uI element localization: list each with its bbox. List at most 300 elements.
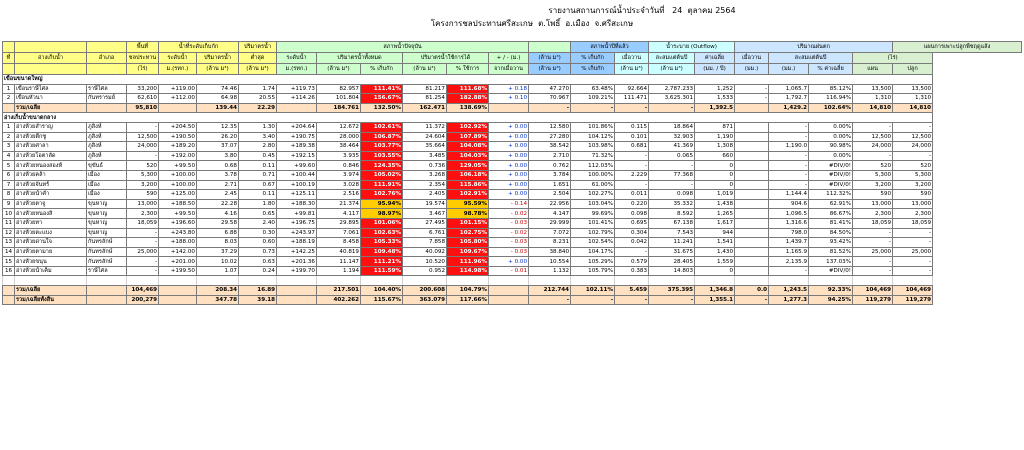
cell-col-12: + 0.18 xyxy=(489,84,529,94)
cell-col-20: 85.12% xyxy=(809,84,853,94)
cell-col-4: +142.00 xyxy=(159,247,197,257)
cell-col-9: 104.40% xyxy=(361,286,403,296)
cell-col-1: รวม/เฉลี่ยทั้งสิ้น xyxy=(15,295,87,305)
cell-col-11: 114.98% xyxy=(447,266,489,276)
cell-col-5: 29.58 xyxy=(197,218,239,228)
cell-col-13: 212.744 xyxy=(529,286,571,296)
cell-col-1: อ่างห้วยจันทร์ xyxy=(15,180,87,190)
cell-col-21: 25,000 xyxy=(853,247,893,257)
cell-col-1: อ่างห้วยตะแบง xyxy=(15,228,87,238)
cell-col-18 xyxy=(735,257,769,267)
cell-col-1: อ่างห้วยตามาย xyxy=(15,247,87,257)
cell-col-20: 102.64% xyxy=(809,103,853,113)
cell-col-7: +190.75 xyxy=(277,132,317,142)
cell-col-19: 1,792.7 xyxy=(769,94,809,104)
cell-col-5: 74.46 xyxy=(197,84,239,94)
cell-col-15: - xyxy=(615,161,649,171)
cell-col-12: - 0.03 xyxy=(489,218,529,228)
cell-col-22: - xyxy=(893,228,933,238)
cell-col-16: - xyxy=(649,180,695,190)
cell-col-6: 0.73 xyxy=(239,247,277,257)
cell-col-22: 12,500 xyxy=(893,132,933,142)
cell-col-13: 29.999 xyxy=(529,218,571,228)
cell-col-19: 1,439.7 xyxy=(769,238,809,248)
cell-col-18 xyxy=(735,103,769,113)
cell-col-15: 0.011 xyxy=(615,190,649,200)
cell-col-14: 104.17% xyxy=(571,247,615,257)
cell-col-10: 3.268 xyxy=(403,170,447,180)
cell-col-7: +204.64 xyxy=(277,122,317,132)
cell-col-9: 102.63% xyxy=(361,228,403,238)
cell-col-5: 3.78 xyxy=(197,170,239,180)
cell-col-6: 1.30 xyxy=(239,122,277,132)
cell-col-2: ราษีไศล xyxy=(87,266,127,276)
cell-col-17: 1,559 xyxy=(695,257,735,267)
cell-col-8: 11.147 xyxy=(317,257,361,267)
cell-col-13: 12.580 xyxy=(529,122,571,132)
cell-col-1: อ่างห้วยหนองสองห้ xyxy=(15,161,87,171)
cell-col-12: + 0.00 xyxy=(489,257,529,267)
cell-col-6: 2.40 xyxy=(239,218,277,228)
table-row xyxy=(3,161,1022,171)
cell-col-11: 104.79% xyxy=(447,286,489,296)
cell-col-14: 102.27% xyxy=(571,190,615,200)
cell-col-4: +112.00 xyxy=(159,94,197,104)
cell-col-4: +189.20 xyxy=(159,142,197,152)
cell-col-15: 0.695 xyxy=(615,218,649,228)
cell-col-19: - xyxy=(769,151,809,161)
cell-col-12: + 0.10 xyxy=(489,94,529,104)
cell-col-13: - xyxy=(529,103,571,113)
cell-col-1: เขื่อนหัวนา xyxy=(15,94,87,104)
project-title: โครงการชลประทานศรีสะเกษ ต.โพธิ์ อ.เมือง จ.ศรีสะเกษ xyxy=(430,19,634,28)
cell-col-18 xyxy=(735,170,769,180)
cell-col-18 xyxy=(735,247,769,257)
cell-col-12: + 0.00 xyxy=(489,151,529,161)
cell-col-17: 0 xyxy=(695,180,735,190)
cell-col-16: 28.405 xyxy=(649,257,695,267)
cell-col-14: 99.69% xyxy=(571,209,615,219)
cell-col-15: - xyxy=(615,103,649,113)
cell-col-9: 115.67% xyxy=(361,295,403,305)
cell-col-5: 64.98 xyxy=(197,94,239,104)
cell-col-4: +99.50 xyxy=(159,209,197,219)
cell-col-14: 105.79% xyxy=(571,266,615,276)
cell-col-14: 103.04% xyxy=(571,199,615,209)
cell-col-19: 1,165.9 xyxy=(769,247,809,257)
cell-col-12: + 0.00 xyxy=(489,142,529,152)
cell-col-12: - 0.02 xyxy=(489,209,529,219)
cell-col-12: - 0.02 xyxy=(489,228,529,238)
cell-col-20: 84.50% xyxy=(809,228,853,238)
cell-col-9: 102.76% xyxy=(361,190,403,200)
cell-col-14: - xyxy=(571,103,615,113)
cell-col-13: 0.762 xyxy=(529,161,571,171)
cell-col-9: 102.61% xyxy=(361,122,403,132)
cell-col-16: 35.332 xyxy=(649,199,695,209)
cell-col-9: 98.97% xyxy=(361,209,403,219)
cell-col-14: 104.12% xyxy=(571,132,615,142)
cell-col-5: 3.80 xyxy=(197,151,239,161)
cell-col-21: - xyxy=(853,257,893,267)
cell-col-10: 81.254 xyxy=(403,94,447,104)
cell-col-16: - xyxy=(649,161,695,171)
hdr-storage-level: น้ำที่ระดับเก็บกัก xyxy=(159,42,239,53)
cell-col-14: 101.41% xyxy=(571,218,615,228)
cell-col-22: 1,310 xyxy=(893,94,933,104)
cell-col-8: 7.061 xyxy=(317,228,361,238)
cell-col-1: อ่างห้วยน้ำเค็ม xyxy=(15,266,87,276)
cell-col-3: 33,200 xyxy=(127,84,159,94)
cell-col-9: 95.94% xyxy=(361,199,403,209)
cell-col-18 xyxy=(735,228,769,238)
cell-col-12: + 0.00 xyxy=(489,122,529,132)
cell-col-4 xyxy=(159,103,197,113)
cell-col-16: 32.903 xyxy=(649,132,695,142)
cell-col-13: 47.270 xyxy=(529,84,571,94)
cell-col-20: 116.94% xyxy=(809,94,853,104)
cell-col-3: 104,469 xyxy=(127,286,159,296)
cell-col-3: 200,279 xyxy=(127,295,159,305)
cell-col-4: +100.00 xyxy=(159,180,197,190)
cell-col-15: - xyxy=(615,151,649,161)
cell-col-5: 4.16 xyxy=(197,209,239,219)
cell-col-9: 156.67% xyxy=(361,94,403,104)
cell-col-16: 3,625.301 xyxy=(649,94,695,104)
cell-col-14: 109.21% xyxy=(571,94,615,104)
cell-col-8: 4.117 xyxy=(317,209,361,219)
cell-col-17: 1,617 xyxy=(695,218,735,228)
cell-col-14: 101.86% xyxy=(571,122,615,132)
table-row xyxy=(3,142,1022,152)
cell-col-10: 35.664 xyxy=(403,142,447,152)
cell-col-22: - xyxy=(893,238,933,248)
cell-col-9: 103.77% xyxy=(361,142,403,152)
cell-col-13: 70.967 xyxy=(529,94,571,104)
cell-col-15: 2.229 xyxy=(615,170,649,180)
cell-col-0 xyxy=(3,103,15,113)
cell-col-1: รวม/เฉลี่ย xyxy=(15,103,87,113)
cell-col-19: 1,316.6 xyxy=(769,218,809,228)
cell-col-14: 102.11% xyxy=(571,286,615,296)
cell-col-8: 38.464 xyxy=(317,142,361,152)
cell-col-7: +99.60 xyxy=(277,161,317,171)
water-report-table: พื้นที่ น้ำที่ระดับเก็บกัก ปริมาตรน้ำ สภาพน้ำปัจจุบัน สภาพน้ำปีที่แล้ว น้ำระบาย (Outflow) ปริมาณฝนตก แผนการเพาะปลูกพืชฤดูแล้ง ที่ อ่างเก็บน้ำ อำเภอ ชลประทาน ระดับน้ำ ปริมาตรน้ำ ต่ำสุด ระดับน้ำ ปริมาตรน้ำทั้งหมด ปริมาตรน้ำใช้การได้ + / - (ม.) (ล้าน ม³) % เก็บกัก เมื่อวาน สะสมแต่ต้นปี ค่าเฉลี่ย เมื่อวาน สะสมแต่ต้นปี (ไร่) (ไร่) ม.(รทก.) (ล้าน ม³) (ล้าน ม³) ม.(รทก.) (ล้าน ม³) % เก็บกัก (ล้าน ม³) % ใช้การ จากเมื่อวาน (ล้าน ม³) % เก็บกัก (ล้าน ม³) (ล้าน ม³) (มม. / ปี) (มม.) (มม.) % ค่าเฉลี่ย แผน ปลูก เขื่อนขนาดใหญ่ 1 เขื่อนราษีไศล ราษีไศล 33,200 +119.00 74.46 1.74 +119.73 82.957 111.41% 81.217 111.68% + 0.18 47.270 63.48% 92.664 2,787.233 1,252 - 1,065.7 85.12% 13,500 13,500 2 เขื่อนหัวนา กันทรารมย์ 62,610 +112.00 64.98 20.55 +114.26 101.804 156.67% 81.254 182.88% + 0.10 70.967 109.21% 111.471 3,625.301 1,533 - 1,792.7 116.94% 1,310 1,310 รวม/เฉลี่ย 95,810 139.44 22.29 184.761 132.50% 162.471 138.69% - - - - 1,392.5 1,429.2 102.64% 14,810 14,810 อ่างเก็บน้ำขนาดกลาง 1 อ่างห้วยสำราญ ภูสิงห์ - +204.50 12.35 1.30 +204.64 12.672 102.61% 11.372 102.92% + 0.00 12.580 101.86% 0.115 18.864 871 - 0.00% - - 2 อ่างห้วยตึกชู ภูสิงห์ 12,500 +190.50 26.20 3.40 +190.75 28.000 106.87% 24.604 107.89% + 0.00 27.280 104.12% 0.101 32.903 1,190 - 0.00% 12,500 12,500 3 อ่างห้วยศาลา ภูสิงห์ 24,000 +189.20 37.07 2.80 +189.38 38.464 103.77% 35.664 104.08% + 0.00 38.542 103.98% 0.681 41.369 1,308 1,190.0 90.98% 24,000 24,000 4 อ่างห้วยโอตาลัด ภูสิงห์ - +192.00 3.80 0.45 +192.15 3.935 103.55% 3.485 104.03% + 0.00 2.710 71.32% - 0.065 660 - 0.00% - - 5 อ่างห้วยหนองสองห้ ขุขันธ์ 520 +99.50 0.68 0.11 +99.60 0.846 124.35% 0.736 129.05% + 0.00 0.762 112.03% - - 0 - #DIV/0! 520 520 6 อ่างห้วยคล้า เมือง 5,300 +100.00 3.78 0.71 +100.44 3.974 105.02% 3.268 106.18% + 0.00 3.784 100.00% 2.229 77.368 0 - #DIV/0! 5,300 5,300 7 อ่างห้วยจันทร์ เมือง 3,200 +100.00 2.71 0.67 +100.19 3.028 111.91% 2.354 115.86% + 0.00 1.651 61.00% - - 0 - #DIV/0! 3,200 3,200 8 อ่างห้วยน้ำคำ เมือง 590 +125.00 2.45 0.11 +125.11 2.516 102.76% 2.405 102.91% + 0.00 2.504 102.27% 0.011 0.098 1,019 1,144.4 112.32% 590 590 9 อ่างห้วยตาจู ขุนหาญ 13,000 +188.50 22.28 1.80 +188.30 21.374 95.94% 19.574 95.59% - 0.14 22.956 103.04% 0.220 35.332 1,438 904.6 62.91% 13,000 13,000 10 อ่างห้วยหนองสิ ขุนหาญ 2,300 +99.50 4.16 0.65 +99.81 4.117 98.97% 3.467 98.78% - 0.02 4.147 99.69% 0.098 8.592 1,265 1,096.5 86.67% 2,300 2,300 11 อ่างห้วยทา ขุนหาญ 18,059 +196.60 29.58 2.40 +196.75 29.895 101.06% 27.495 101.15% - 0.03 29.999 101.41% 0.695 67.138 1,617 1,316.6 81.41% 18,059 18,059 12 อ่างห้วยตะแบง ขุนหาญ - +243.80 6.88 0.30 +243.97 7.061 102.63% 6.761 102.75% - 0.02 7.072 102.79% 0.304 7.543 944 798.0 84.50% - - 13 อ่างห้วยด่านใจ กันทรลักษ์ - +188.00 8.03 0.60 +188.19 8.458 105.33% 7.858 105.80% - 0.03 8.231 102.54% 0.042 11.241 1,541 1,439.7 93.42% - - 14 อ่างห้วยตามาย กันทรลักษ์ 25,000 +142.00 37.29 0.73 +142.25 40.819 109.48% 40.092 109.67% - 0.03 38.840 104.17% - 31.675 1,430 1,165.9 81.52% 25,000 25,000 15 อ่างห้วยขนุน กันทรลักษ์ - +201.00 10.02 0.63 +201.36 11.147 111.21% 10.520 111.96% + 0.00 10.554 105.29% 0.579 28.405 1,559 2,135.9 137.03% - - 16 อ่างห้วยน้ำเค็ม ราษีไศล - +199.50 1.07 0.24 +199.70 1.194 111.59% 0.952 114.98% - 0.01 1.132 105.79% 0.383 14.803 0 - #DIV/0! - - รวม/เฉลี่ย 104,469 208.34 16.89 217.501 104.40% 200.608 104.79% 212.744 102.11% 5.459 375.395 1,346.8 0.0 1,243.5 92.33% 104,469 104,469 รวม/เฉลี่ยทั้งสิ้น 200,279 347.78 39.18 402.262 115.67% 363.079 117.66% - - - - 1,355.1 - 1,277.3 94.25% 119,279 119,279 xyxy=(2,41,1022,305)
cell-col-21: - xyxy=(853,228,893,238)
cell-col-10: 0.736 xyxy=(403,161,447,171)
cell-col-0: 9 xyxy=(3,199,15,209)
cell-col-15: 0.098 xyxy=(615,209,649,219)
cell-col-15: 111.471 xyxy=(615,94,649,104)
table-row xyxy=(3,94,1022,104)
cell-col-7: +188.19 xyxy=(277,238,317,248)
cell-col-17: 1,355.1 xyxy=(695,295,735,305)
cell-col-15: - xyxy=(615,295,649,305)
cell-col-18 xyxy=(735,266,769,276)
cell-col-5: 1.07 xyxy=(197,266,239,276)
cell-col-21: - xyxy=(853,122,893,132)
cell-col-16: 2,787.233 xyxy=(649,84,695,94)
section-medium xyxy=(3,75,1022,85)
cell-col-0: 10 xyxy=(3,209,15,219)
cell-col-0: 3 xyxy=(3,142,15,152)
cell-col-8: 101.804 xyxy=(317,94,361,104)
cell-col-8: 184.761 xyxy=(317,103,361,113)
cell-col-18 xyxy=(735,180,769,190)
cell-col-13: 22.956 xyxy=(529,199,571,209)
cell-col-4: +119.00 xyxy=(159,84,197,94)
cell-col-11: 104.08% xyxy=(447,142,489,152)
cell-col-14: 102.79% xyxy=(571,228,615,238)
cell-col-2: กันทรลักษ์ xyxy=(87,247,127,257)
hdr-area: พื้นที่ xyxy=(127,42,159,53)
spacer-row xyxy=(3,276,1022,286)
cell-col-0: 16 xyxy=(3,266,15,276)
cell-col-20: 112.32% xyxy=(809,190,853,200)
cell-col-2 xyxy=(87,103,127,113)
cell-col-16: 11.241 xyxy=(649,238,695,248)
cell-col-19: - xyxy=(769,122,809,132)
cell-col-4: +199.50 xyxy=(159,266,197,276)
cell-col-20: 94.25% xyxy=(809,295,853,305)
cell-col-17: 1,438 xyxy=(695,199,735,209)
cell-col-10: 2.405 xyxy=(403,190,447,200)
cell-col-17: 944 xyxy=(695,228,735,238)
cell-col-7 xyxy=(277,286,317,296)
cell-col-12: + 0.00 xyxy=(489,132,529,142)
cell-col-0: 1 xyxy=(3,84,15,94)
cell-col-20: 81.41% xyxy=(809,218,853,228)
cell-col-6: 3.40 xyxy=(239,132,277,142)
cell-col-6: 0.63 xyxy=(239,257,277,267)
cell-col-5: 2.45 xyxy=(197,190,239,200)
cell-col-1: อ่างห้วยสำราญ xyxy=(15,122,87,132)
cell-col-2: ภูสิงห์ xyxy=(87,142,127,152)
cell-col-6: 22.29 xyxy=(239,103,277,113)
cell-col-22: 25,000 xyxy=(893,247,933,257)
cell-col-2: กันทรลักษ์ xyxy=(87,238,127,248)
cell-col-17: 0 xyxy=(695,266,735,276)
cell-col-14: 105.29% xyxy=(571,257,615,267)
cell-col-11: 138.69% xyxy=(447,103,489,113)
cell-col-2: เมือง xyxy=(87,170,127,180)
cell-col-2: ภูสิงห์ xyxy=(87,122,127,132)
cell-col-3: 95,810 xyxy=(127,103,159,113)
cell-col-10: 3.485 xyxy=(403,151,447,161)
cell-col-11: 95.59% xyxy=(447,199,489,209)
cell-col-22: - xyxy=(893,266,933,276)
cell-col-11: 102.91% xyxy=(447,190,489,200)
cell-col-18 xyxy=(735,190,769,200)
cell-col-6: 16.89 xyxy=(239,286,277,296)
cell-col-3: - xyxy=(127,238,159,248)
cell-col-5: 0.68 xyxy=(197,161,239,171)
cell-col-20: 0.00% xyxy=(809,151,853,161)
cell-col-18 xyxy=(735,199,769,209)
cell-col-21: 590 xyxy=(853,190,893,200)
cell-col-18 xyxy=(735,142,769,152)
cell-col-0 xyxy=(3,295,15,305)
table-row xyxy=(3,238,1022,248)
cell-col-9: 111.91% xyxy=(361,180,403,190)
cell-col-14: 63.48% xyxy=(571,84,615,94)
cell-col-19: - xyxy=(769,266,809,276)
cell-col-11: 102.92% xyxy=(447,122,489,132)
cell-col-12 xyxy=(489,103,529,113)
cell-col-10: 19.574 xyxy=(403,199,447,209)
cell-col-11: 117.66% xyxy=(447,295,489,305)
cell-col-6: 2.80 xyxy=(239,142,277,152)
cell-col-22: 119,279 xyxy=(893,295,933,305)
cell-col-8: 3.974 xyxy=(317,170,361,180)
cell-col-19: 1,277.3 xyxy=(769,295,809,305)
cell-col-20: 93.42% xyxy=(809,238,853,248)
cell-col-7 xyxy=(277,103,317,113)
cell-col-1: อ่างห้วยขนุน xyxy=(15,257,87,267)
cell-col-18 xyxy=(735,209,769,219)
cell-col-2: ราษีไศล xyxy=(87,84,127,94)
cell-col-17: 1,430 xyxy=(695,247,735,257)
cell-col-17: 1,265 xyxy=(695,209,735,219)
cell-col-3: 12,500 xyxy=(127,132,159,142)
cell-col-7: +192.15 xyxy=(277,151,317,161)
cell-col-3: - xyxy=(127,151,159,161)
cell-col-22: 18,059 xyxy=(893,218,933,228)
cell-col-15: 92.664 xyxy=(615,84,649,94)
cell-col-6: 0.65 xyxy=(239,209,277,219)
cell-col-22: - xyxy=(893,257,933,267)
cell-col-21: - xyxy=(853,238,893,248)
cell-col-20: 86.67% xyxy=(809,209,853,219)
cell-col-1: เขื่อนราษีไศล xyxy=(15,84,87,94)
cell-col-2: ขุขันธ์ xyxy=(87,161,127,171)
cell-col-20: 137.03% xyxy=(809,257,853,267)
cell-col-0: 6 xyxy=(3,170,15,180)
cell-col-12: - 0.03 xyxy=(489,247,529,257)
cell-col-10: 81.217 xyxy=(403,84,447,94)
cell-col-13: - xyxy=(529,295,571,305)
cell-col-0: 5 xyxy=(3,161,15,171)
cell-col-18: - xyxy=(735,84,769,94)
cell-col-20: #DIV/0! xyxy=(809,266,853,276)
cell-col-22: 24,000 xyxy=(893,142,933,152)
cell-col-17: 660 xyxy=(695,151,735,161)
cell-col-21: 12,500 xyxy=(853,132,893,142)
cell-col-8: 21.374 xyxy=(317,199,361,209)
cell-col-4 xyxy=(159,286,197,296)
cell-col-21: - xyxy=(853,266,893,276)
cell-col-15: 0.101 xyxy=(615,132,649,142)
cell-col-15: - xyxy=(615,180,649,190)
cell-col-6: 0.24 xyxy=(239,266,277,276)
cell-col-7: +100.44 xyxy=(277,170,317,180)
cell-col-8: 217.501 xyxy=(317,286,361,296)
cell-col-7: +142.25 xyxy=(277,247,317,257)
cell-col-16: 14.803 xyxy=(649,266,695,276)
cell-col-18 xyxy=(735,238,769,248)
cell-col-0: 11 xyxy=(3,218,15,228)
cell-col-9: 103.55% xyxy=(361,151,403,161)
cell-col-1: อ่างห้วยด่านใจ xyxy=(15,238,87,248)
cell-col-21: 1,310 xyxy=(853,94,893,104)
cell-col-13: 27.280 xyxy=(529,132,571,142)
cell-col-14: 112.03% xyxy=(571,161,615,171)
cell-col-16: 18.864 xyxy=(649,122,695,132)
cell-col-7: +100.19 xyxy=(277,180,317,190)
cell-col-7: +189.38 xyxy=(277,142,317,152)
section-small-label: อ่างเก็บน้ำขนาดกลาง xyxy=(3,113,933,123)
cell-col-22: 14,810 xyxy=(893,103,933,113)
cell-col-10: 162.471 xyxy=(403,103,447,113)
cell-col-17: 1,190 xyxy=(695,132,735,142)
cell-col-16: - xyxy=(649,295,695,305)
cell-col-18 xyxy=(735,218,769,228)
cell-col-9: 105.33% xyxy=(361,238,403,248)
cell-col-11: 104.03% xyxy=(447,151,489,161)
cell-col-6: 20.55 xyxy=(239,94,277,104)
cell-col-13: 38.840 xyxy=(529,247,571,257)
cell-col-5: 6.88 xyxy=(197,228,239,238)
cell-col-16: 67.138 xyxy=(649,218,695,228)
cell-col-18: - xyxy=(735,94,769,104)
cell-col-21: 5,300 xyxy=(853,170,893,180)
cell-col-4 xyxy=(159,295,197,305)
cell-col-9: 132.50% xyxy=(361,103,403,113)
table-row xyxy=(3,266,1022,276)
cell-col-1: อ่างห้วยตาจู xyxy=(15,199,87,209)
cell-col-16: 7.543 xyxy=(649,228,695,238)
cell-col-20: 0.00% xyxy=(809,122,853,132)
cell-col-19: 1,190.0 xyxy=(769,142,809,152)
cell-col-15: 0.042 xyxy=(615,238,649,248)
table-row xyxy=(3,190,1022,200)
hdr-outflow: น้ำระบาย (Outflow) xyxy=(649,42,735,53)
cell-col-21: 13,500 xyxy=(853,84,893,94)
cell-col-13: 2.710 xyxy=(529,151,571,161)
small-summary-row xyxy=(3,286,1022,296)
cell-col-16: 31.675 xyxy=(649,247,695,257)
cell-col-10: 24.604 xyxy=(403,132,447,142)
cell-col-15: 0.115 xyxy=(615,122,649,132)
cell-col-19: 1,144.4 xyxy=(769,190,809,200)
cell-col-3: 520 xyxy=(127,161,159,171)
cell-col-5: 8.03 xyxy=(197,238,239,248)
cell-col-2: กันทรลักษ์ xyxy=(87,257,127,267)
cell-col-11: 182.88% xyxy=(447,94,489,104)
cell-col-7: +99.81 xyxy=(277,209,317,219)
cell-col-18 xyxy=(735,132,769,142)
cell-col-6: 0.11 xyxy=(239,190,277,200)
cell-col-15: 0.220 xyxy=(615,199,649,209)
cell-col-7: +201.36 xyxy=(277,257,317,267)
cell-col-22: 5,300 xyxy=(893,170,933,180)
cell-col-1: อ่างห้วยโอตาลัด xyxy=(15,151,87,161)
cell-col-6: 1.74 xyxy=(239,84,277,94)
cell-col-11: 129.05% xyxy=(447,161,489,171)
cell-col-10: 0.952 xyxy=(403,266,447,276)
cell-col-3: 5,300 xyxy=(127,170,159,180)
cell-col-0: 15 xyxy=(3,257,15,267)
cell-col-13: 3.784 xyxy=(529,170,571,180)
cell-col-3: 25,000 xyxy=(127,247,159,257)
cell-col-4: +192.00 xyxy=(159,151,197,161)
cell-col-3: 3,200 xyxy=(127,180,159,190)
cell-col-20: #DIV/0! xyxy=(809,180,853,190)
cell-col-19: 2,135.9 xyxy=(769,257,809,267)
cell-col-21: 24,000 xyxy=(853,142,893,152)
cell-col-22: 2,300 xyxy=(893,209,933,219)
cell-col-11: 107.89% xyxy=(447,132,489,142)
